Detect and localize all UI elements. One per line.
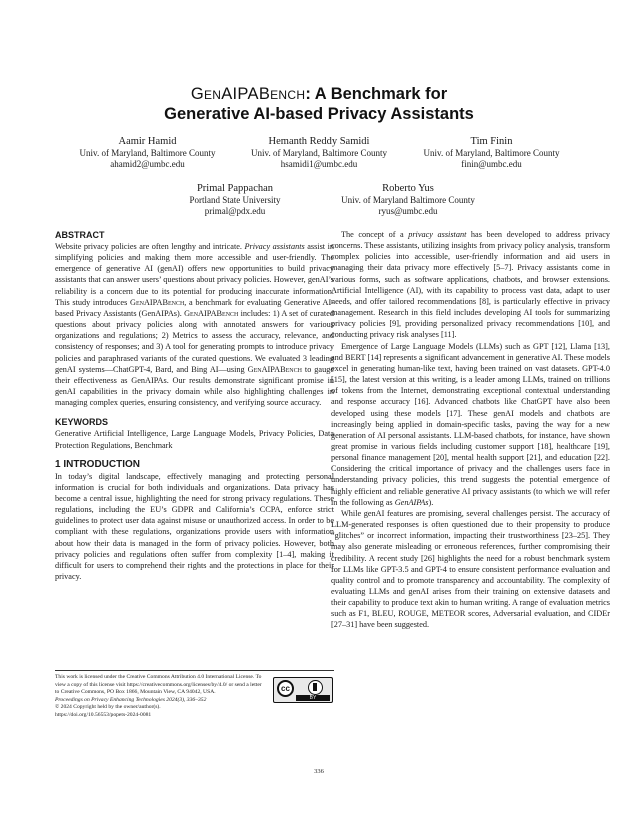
cc-logo-icon: cc: [277, 680, 294, 697]
attribution-icon: [308, 680, 323, 695]
paper-title-line-1: [0, 84, 638, 104]
author-block: [228, 135, 410, 170]
proceedings-line: Proceedings on Privacy Enhancing Technologies 2024(3), 336–352: [55, 696, 207, 703]
page-number: 336: [314, 768, 324, 775]
paper-title-line-2: Generative AI-based Privacy Assistants: [164, 105, 474, 123]
body-paragraph: The concept of a privacy assistant has been developed to address privacy concerns. These assistants, utilizing insights from privacy policy analysis, transform complex policies into accessible, user-friendly information and aid users in managing their data privacy more effectively [5–7]. Privacy assistants come in various forms, such as software applications, chatbots, and browser extensions. Artificial Intelligence (AI), with its capability to process vast data, adapt to user needs, and offer tailored recommendations [8], is particularly effective in privacy management. Research in this field includes developing AI tools for summarizing privacy policies [9], providing personalized privacy recommendations [10], and conducting privacy risk analyses [11].: [331, 230, 611, 340]
intro-paragraph: In today’s digital landscape, effectively managing and protecting personal information is crucial for both individuals and organizations. Data privacy has become a central issue, highlighting the need for strong privacy regulations. These regulations, including the EU’s GDPR and California’s CCPA, enforce strict guidelines to protect user data against misuse or unauthorized access. In order to be compliant with these regulations, organizations provide users with information about how their data is managed in the form of privacy policies. However, both privacy policies and regulations often suffer from complexity [1–4], making it difficult for users to comprehend their rights and the protections in place for their privacy.: [55, 471, 334, 582]
body-paragraph: While genAI features are promising, several challenges persist. The accuracy of LLM-generated responses is often questioned due to their propensity to produce “glitches” or incorrect information, impacting their trustworthiness [23–25]. They may also generate misleading or erroneous references, further compromising their credibility. A recent study [26] highlights the need for a robust benchmark system for LLMs like GPT-3.5 and GPT-4 to ensure consistent performance evaluation and quality control and to promote transparency and accountability. The complexity of evaluating LLMs and genAI arises from their training on extensive datasets and their capability to produce text akin to human writing. A range of evaluation metrics such as F1, BLEU, ROUGE, METEOR scores, Adversarial evaluation, and CIDEr [27–31] have been suggested.: [331, 508, 610, 630]
author-email: ryus@umbc.edu: [378, 206, 438, 216]
author-email: ahamid2@umbc.edu: [110, 159, 185, 169]
body-paragraph: Emergence of Large Language Models (LLMs) such as GPT [12], Llama [13], and BERT [14] represents a significant advancement in generative AI. These models excel in generating human-like text, having been trained on vast datasets. GPT-4.0 [15], the latest version at this writing, is a leader among LLMs, trained on trillions of tokens from the Internet, demonstrating exceptional contextual understanding and response accuracy [16]. Advanced chatbots like ChatGPT have also been developed using these models [17]. These genAI models and chatbots are increasingly being applied in domain-specific tasks, paving the way for a new generation of AI personal assistants. LLM-based chatbots, for instance, have shown great promise in various fields including customer support [18], healthcare [19], personal finance management [20], mental health support [21], and education [22]. Considering the critical importance of privacy and the challenges users face in understanding privacy policies, this trend suggests the potential emergence of highly efficient and reliable generative AI privacy assistants (to which we will refer in the following as GenAIPAs).: [331, 341, 610, 507]
abstract-heading: ABSTRACT: [55, 230, 105, 240]
author-affiliation: Univ. of Maryland Baltimore County: [341, 195, 475, 205]
author-affiliation: Univ. of Maryland, Baltimore County: [423, 148, 560, 158]
author-email: finin@umbc.edu: [461, 159, 522, 169]
author-name: Primal Pappachan: [196, 183, 274, 194]
section-heading-introduction: 1 INTRODUCTION: [55, 458, 140, 470]
license-footer: [55, 670, 334, 719]
copyright-line: © 2024 Copyright held by the owner/author(s).: [55, 704, 161, 710]
keywords-text: Generative Artificial Intelligence, Large Language Models, Privacy Policies, Data Protection Regulations, Benchmark: [55, 429, 334, 450]
keywords-heading: KEYWORDS: [55, 417, 109, 428]
author-block: [150, 182, 320, 217]
cc-by-badge: [273, 677, 333, 703]
author-name: Aamir Hamid: [118, 136, 177, 147]
left-column: [55, 229, 334, 582]
license-text: This work is licensed under the Creative Commons Attribution 4.0 International License. To view a copy of this license visit https://creativecommons.org/licenses/by/4.0/ or send a letter to Creative Commons, PO Box 1866, Mountain View, CA 94042, USA.: [55, 674, 262, 695]
author-name: Hemanth Reddy Samidi: [268, 136, 370, 147]
author-affiliation: Portland State University: [189, 195, 281, 205]
author-email: hsamidi1@umbc.edu: [280, 159, 358, 169]
author-name: Roberto Yus: [382, 183, 434, 194]
benchmark-name: GenAIPABench: [190, 85, 306, 103]
right-column: [331, 229, 610, 631]
author-block: [55, 135, 240, 170]
cc-by-label: BY: [296, 695, 330, 701]
author-name: Tim Finin: [470, 136, 513, 147]
author-block: [318, 182, 498, 217]
author-email: primal@pdx.edu: [204, 206, 266, 216]
author-affiliation: Univ. of Maryland, Baltimore County: [79, 148, 216, 158]
title-rest: : A Benchmark for: [305, 85, 448, 103]
author-affiliation: Univ. of Maryland, Baltimore County: [251, 148, 387, 158]
abstract-text: Website privacy policies are often lengthy and intricate. Privacy assistants assist in simplifying policies and making them more accessible and user-friendly. The emergence of generative AI (genAI) offers new opportunities to build privacy assistants that can answer users’ questions about privacy policies. However, genAI’s reliability is a concern due to its potential for producing inaccurate information. This study introduces GenAIPABench, a benchmark for evaluating Generative AI-based Privacy Assistants (GenAIPAs). GenAIPABench includes: 1) A set of curated questions about privacy policies along with annotated answers for various organizations and regulations; 2) Metrics to assess the accuracy, relevance, and consistency of responses; and 3) A tool for generating prompts to introduce privacy policies and paraphrased variants of the curated questions. We evaluated 3 leading genAI systems—ChatGPT-4, Bard, and Bing AI—using GenAIPABench to gauge their effectiveness as GenAIPAs. Our results demonstrate significant promise in genAI capabilities in the privacy domain while also highlighting challenges in managing complex queries, ensuring consistency, and verifying source accuracy.: [55, 242, 334, 408]
author-block: [400, 135, 583, 170]
doi-link[interactable]: https://doi.org/10.56553/popets-2024-0081: [55, 711, 152, 718]
